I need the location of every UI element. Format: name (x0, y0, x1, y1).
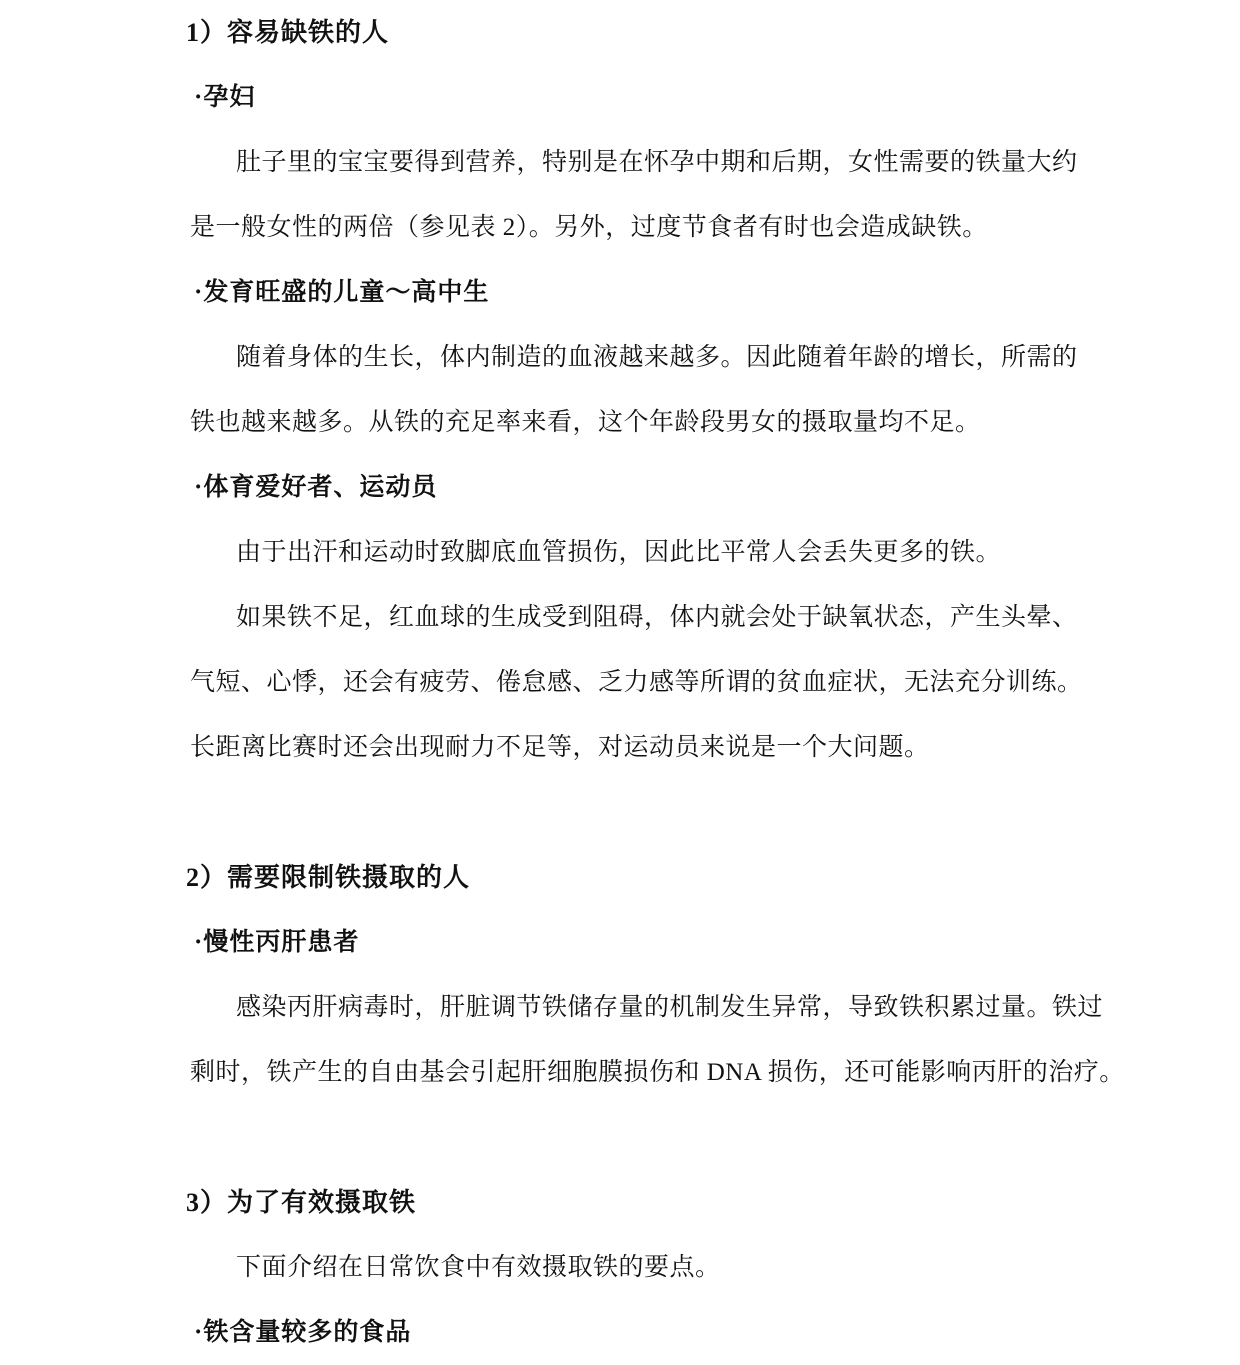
bullet-item-pregnant-women: ·孕妇 (194, 84, 256, 111)
paragraph-line: 感染丙肝病毒时，肝脏调节铁储存量的机制发生异常，导致铁积累过量。铁过 (236, 994, 1104, 1021)
paragraph-line: 长距离比赛时还会出现耐力不足等，对运动员来说是一个大问题。 (190, 734, 930, 761)
paragraph-line: 肚子里的宝宝要得到营养，特别是在怀孕中期和后期，女性需要的铁量大约 (236, 149, 1078, 176)
paragraph-line: 随着身体的生长，体内制造的血液越来越多。因此随着年龄的增长，所需的 (236, 344, 1078, 371)
paragraph-line: 是一般女性的两倍（参见表 2）。另外，过度节食者有时也会造成缺铁。 (190, 214, 988, 241)
bullet-item-iron-rich-foods: ·铁含量较多的食品 (194, 1319, 412, 1346)
bullet-item-growing-children: ·发育旺盛的儿童～高中生 (194, 279, 490, 306)
section-heading-2: 2）需要限制铁摄取的人 (186, 863, 471, 892)
section-heading-3: 3）为了有效摄取铁 (186, 1188, 417, 1217)
section-heading-1: 1）容易缺铁的人 (186, 18, 390, 47)
paragraph-line: 气短、心悸，还会有疲劳、倦怠感、乏力感等所谓的贫血症状，无法充分训练。 (190, 669, 1083, 696)
bullet-item-chronic-hepatitis-c: ·慢性丙肝患者 (194, 929, 360, 956)
paragraph-line: 剩时，铁产生的自由基会引起肝细胞膜损伤和 DNA 损伤，还可能影响丙肝的治疗。 (190, 1059, 1125, 1086)
paragraph-line: 如果铁不足，红血球的生成受到阻碍，体内就会处于缺氧状态，产生头晕、 (236, 604, 1078, 631)
paragraph-line: 由于出汗和运动时致脚底血管损伤，因此比平常人会丢失更多的铁。 (236, 539, 1002, 566)
bullet-item-sports-enthusiasts: ·体育爱好者、运动员 (194, 474, 438, 501)
paragraph-line: 铁也越来越多。从铁的充足率来看，这个年龄段男女的摄取量均不足。 (190, 409, 981, 436)
paragraph-line: 下面介绍在日常饮食中有效摄取铁的要点。 (236, 1254, 721, 1281)
